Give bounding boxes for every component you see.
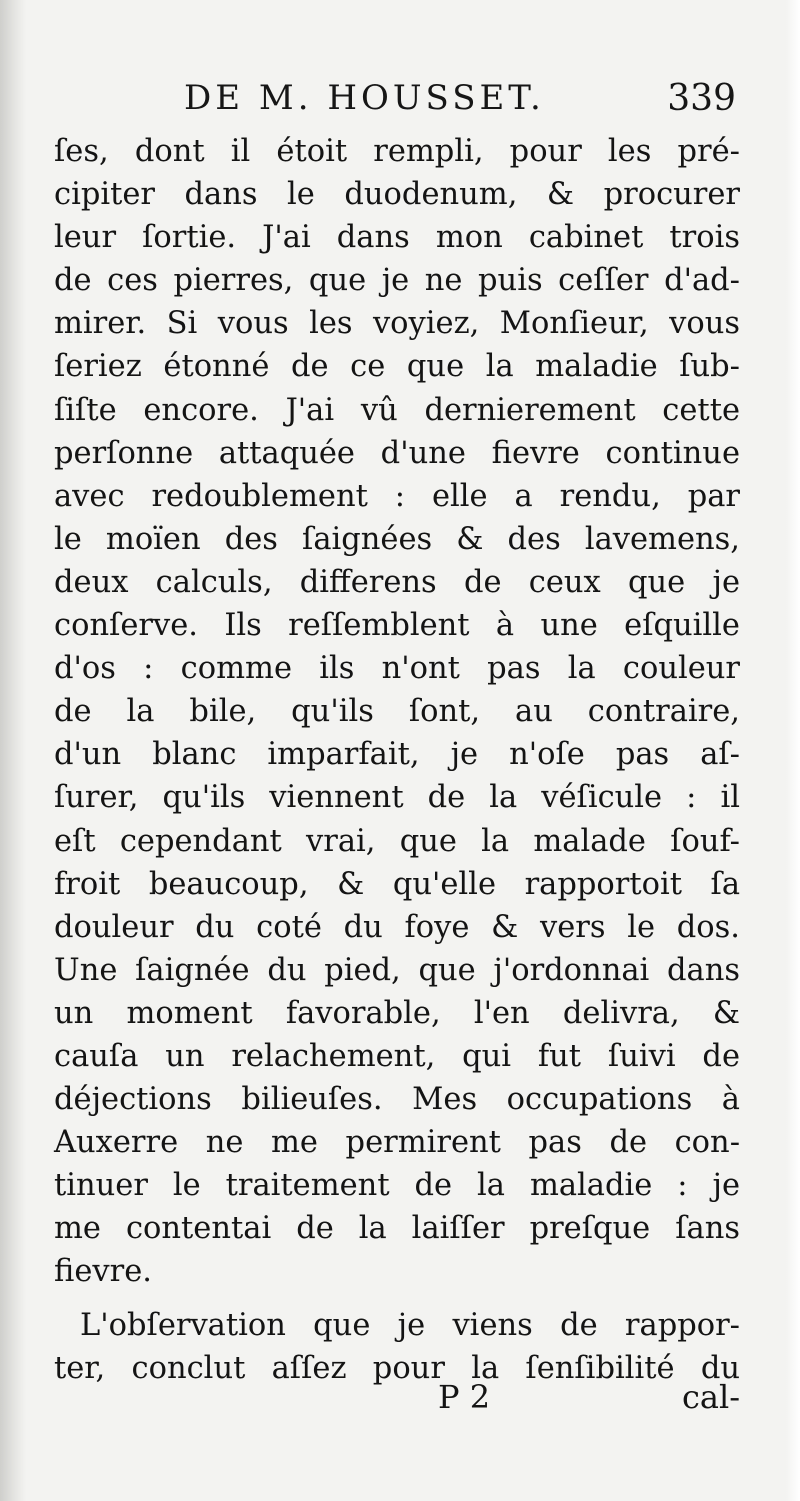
text-line: douleur du coté du foye & vers le dos. [54,909,740,945]
text-line: tinuer le traitement de la maladie : je [54,1168,740,1204]
text-line: eſt cependant vrai, que la malade ſouf- [54,823,740,859]
page-header [56,78,736,128]
page-binding-shadow [0,0,26,1501]
text-line: ter, conclut aſſez pour la ſenſibilité du [54,1350,740,1386]
text-line: Auxerre ne me permirent pas de con- [54,1125,740,1161]
text-line: mirer. Si vous les voyiez, Monſieur, vous [54,306,740,342]
paragraph-break [54,1294,740,1304]
page-right-edge [786,0,800,1501]
text-line: de la bile, qu'ils ſont, au contraire, [54,694,740,730]
text-line: cipiter dans le duodenum, & procurer [54,177,740,213]
body-text [54,130,740,1390]
text-line: deux calculs, differens de ceux que je [54,564,740,600]
catchword: cal- [681,1378,740,1416]
text-line: d'un blanc imparfait, je n'oſe pas aſ- [54,737,740,773]
text-line: déjections bilieuſes. Mes occupations à [54,1082,740,1118]
text-line: ſeriez étonné de ce que la maladie ſub- [54,349,740,385]
text-line: conſerve. Ils reſſemblent à une eſquille [54,608,740,644]
text-line: L'obſervation que je viens de rappor- [80,1307,740,1343]
page-number: 339 [667,78,736,119]
text-line: cauſa un relachement, qui fut ſuivi de [54,1038,740,1074]
text-line: ſes, dont il étoit rempli, pour les pré- [54,134,740,169]
text-line: d'os : comme ils n'ont pas la couleur [54,651,740,687]
text-line: ſiſte encore. J'ai vû dernierement cette [54,392,740,428]
page-footer [54,1378,740,1426]
text-line: avec redoublement : elle a rendu, par [54,478,740,514]
text-line: Une ſaignée du pied, que j'ordonnai dans [54,952,740,988]
text-line: un moment favorable, l'en delivra, & [54,995,740,1031]
text-line: leur ſortie. J'ai dans mon cabinet trois [54,220,740,256]
text-line: le moïen des ſaignées & des lavemens, [54,521,740,557]
signature-mark: P 2 [438,1378,491,1416]
running-head: DE M. HOUSSET. [184,78,545,118]
text-line: froit beaucoup, & qu'elle rapportoit ſa [54,866,740,902]
text-line: me contentai de la laiſſer preſque ſans [54,1211,740,1247]
text-line: ſurer, qu'ils viennent de la véſicule : il [54,780,740,816]
text-line: de ces pierres, que je ne puis ceſſer d'ad- [54,263,740,299]
text-line: fievre. [54,1254,152,1290]
text-line: perſonne attaquée d'une fievre continue [54,435,740,471]
